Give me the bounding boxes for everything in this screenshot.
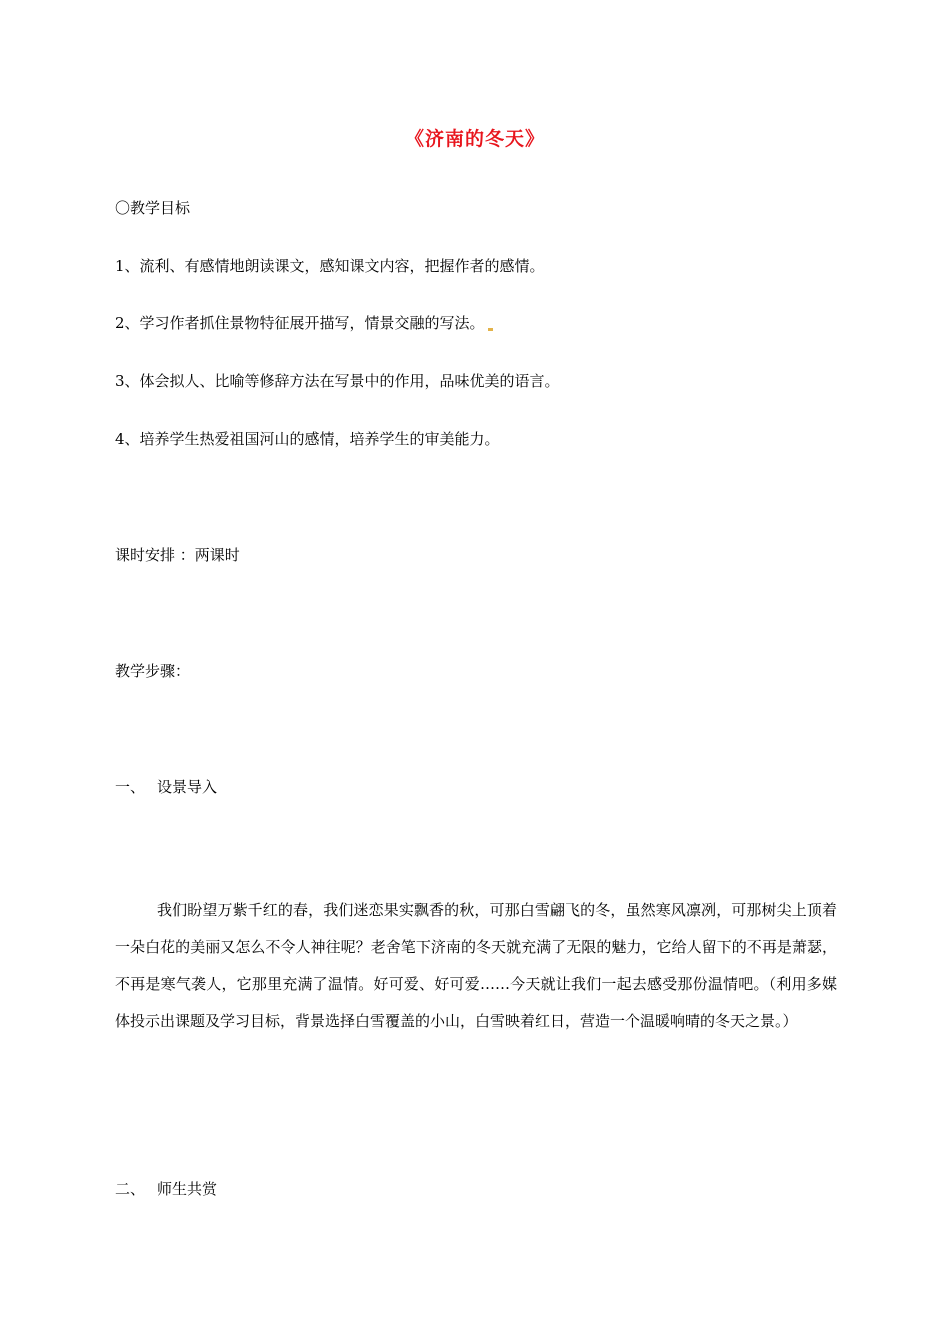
section-label: 师生共赏	[157, 1180, 218, 1198]
intro-paragraph: 我们盼望万紫千红的春，我们迷恋果实飘香的秋，可那白雪翩飞的冬，虽然寒风凛冽，可那树尖上顶着一朵白花的美丽又怎么不令人神往呢？老舍笔下济南的冬天就充满了无限的魅力，它给人留下的不再是萧瑟，不再是寒气袭人，它那里充满了温情。好可爱、好可爱……今天就让我们一起去感受那份温情吧。（利用多媒体投示出课题及学习目标，背景选择白雪覆盖的小山，白雪映着红日，营造一个温暖响晴的冬天之景。）	[115, 901, 837, 1030]
schedule-line: 课时安排 ：两课时	[115, 546, 240, 564]
objectives-heading: 〇教学目标	[115, 199, 191, 217]
section-heading-2	[115, 1179, 217, 1199]
objective-item-4: 4、培养学生热爱祖国河山的感情，培养学生的审美能力。	[115, 430, 500, 448]
comment-marker-icon	[488, 328, 493, 331]
objective-item-2	[115, 313, 493, 333]
section-label: 设景导入	[157, 778, 218, 796]
steps-heading: 教学步骤：	[115, 662, 191, 680]
section-number: 二、	[115, 1180, 146, 1198]
objective-item-1: 1、流利、有感情地朗读课文，感知课文内容，把握作者的感情。	[115, 257, 545, 275]
objective-item-2-text: 2、学习作者抓住景物特征展开描写，情景交融的写法。	[115, 314, 485, 332]
objective-item-3: 3、体会拟人、比喻等修辞方法在写景中的作用，品味优美的语言。	[115, 372, 560, 390]
document-title: 《济南的冬天》	[404, 128, 545, 150]
section-heading-1	[115, 777, 217, 797]
section-number: 一、	[115, 778, 146, 796]
